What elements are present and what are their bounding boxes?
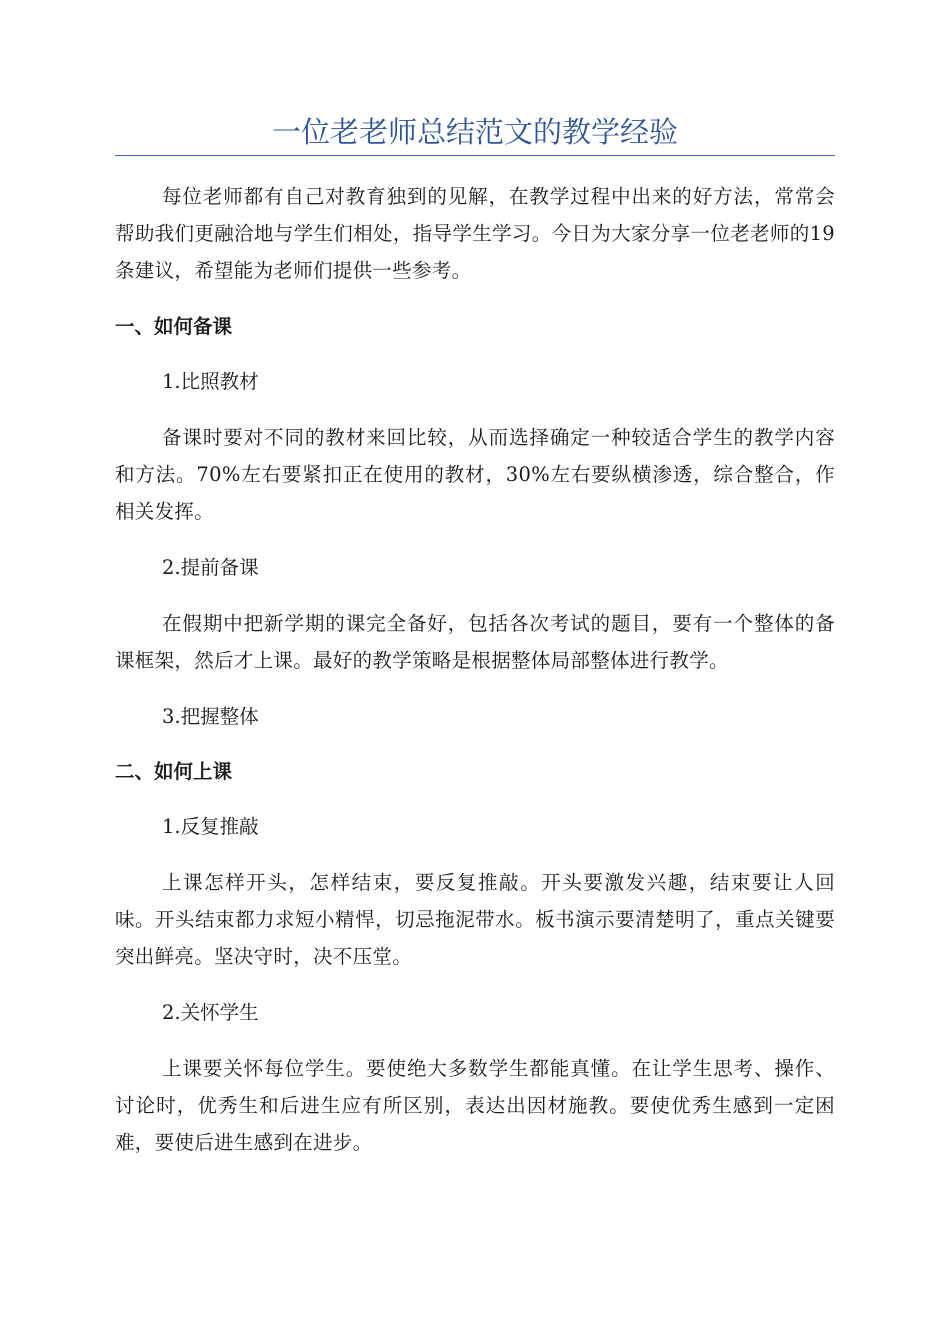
- subheading-prepare-ahead: 2.提前备课: [162, 556, 259, 579]
- paragraph-prepare-ahead: 在假期中把新学期的课完全备好，包括各次考试的题目，要有一个整体的备课框架，然后才上课。最好的教学策略是根据整体局部整体进行教学。: [115, 612, 835, 672]
- subheading-grasp-whole: 3.把握整体: [162, 705, 259, 728]
- intro-paragraph: 每位老师都有自己对教育独到的见解，在教学过程中出来的好方法，常常会帮助我们更融洽地与学生们相处，指导学生学习。今日为大家分享一位老老师的19条建议，希望能为老师们提供一些参考。: [115, 185, 835, 282]
- paragraph-deliberate: 上课怎样开头，怎样结束，要反复推敲。开头要激发兴趣，结束要让人回味。开头结束都力求短小精悍，切忌拖泥带水。板书演示要清楚明了，重点关键要突出鲜亮。坚决守时，决不压堂。: [115, 871, 835, 968]
- subheading-deliberate: 1.反复推敲: [162, 815, 259, 838]
- section-heading-lesson-prep: 一、如何备课: [115, 315, 233, 338]
- title-underline: [115, 155, 835, 156]
- section-heading-teaching: 二、如何上课: [115, 760, 233, 783]
- document-body: [115, 178, 835, 1181]
- document-title: 一位老老师总结范文的教学经验: [271, 115, 678, 149]
- paragraph-care-students: 上课要关怀每位学生。要使绝大多数学生都能真懂。在让学生思考、操作、讨论时，优秀生和后进生应有所区别，表达出因材施教。要使优秀生感到一定困难，要使后进生感到在进步。: [115, 1057, 835, 1154]
- paragraph-compare-textbooks: 备课时要对不同的教材来回比较，从而选择确定一种较适合学生的教学内容和方法。70%左右要紧扣正在使用的教材，30%左右要纵横渗透，综合整合，作相关发挥。: [115, 426, 835, 523]
- subheading-care-students: 2.关怀学生: [162, 1001, 259, 1024]
- subheading-compare-textbooks: 1.比照教材: [162, 370, 259, 393]
